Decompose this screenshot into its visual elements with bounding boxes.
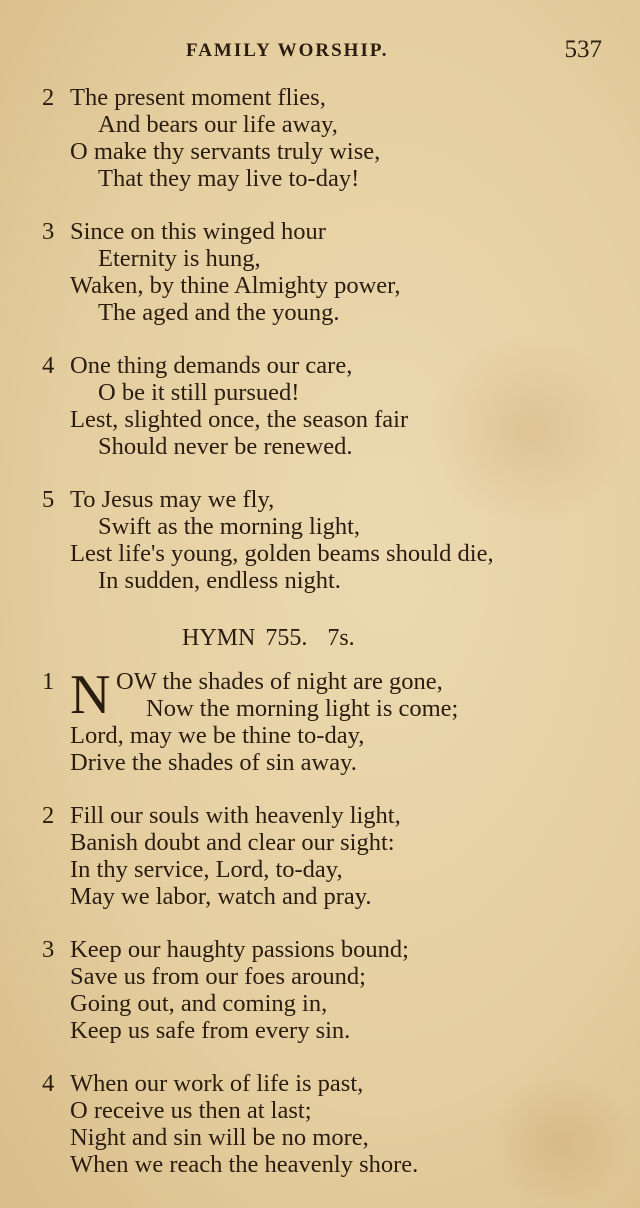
- stanza-number: 4: [42, 352, 55, 379]
- verse-line: Keep our haughty passions bound;: [70, 936, 409, 963]
- verse-line: And bears our life away,: [98, 111, 338, 138]
- running-title: FAMILY WORSHIP.: [186, 40, 389, 61]
- verse-line: O receive us then at last;: [70, 1097, 312, 1124]
- verse-line: OW the shades of night are gone,: [116, 668, 443, 695]
- verse-line: Should never be renewed.: [98, 433, 353, 460]
- verse-line: Eternity is hung,: [98, 245, 261, 272]
- verse-line: Lest, slighted once, the season fair: [70, 406, 409, 433]
- stanza-prev-4: [0, 352, 640, 460]
- verse-line: Fill our souls with heavenly light,: [70, 802, 401, 829]
- verse-line: O be it still pursued!: [98, 379, 300, 406]
- stanza-number: 4: [42, 1070, 55, 1097]
- verse-line: To Jesus may we fly,: [70, 486, 275, 513]
- verse-line: O make thy servants truly wise,: [70, 138, 381, 165]
- verse-line: One thing demands our care,: [70, 352, 353, 379]
- drop-cap: N: [70, 664, 111, 726]
- verse-line: In sudden, endless night.: [98, 567, 341, 594]
- verse-line: Banish doubt and clear our sight:: [70, 829, 395, 856]
- stanza-number: 2: [42, 802, 55, 829]
- verse-line: May we labor, watch and pray.: [70, 883, 372, 910]
- verse-line: In thy service, Lord, to-day,: [70, 856, 343, 883]
- verse-line: Waken, by thine Almighty power,: [70, 272, 401, 299]
- verse-line: Lord, may we be thine to-day,: [70, 722, 365, 749]
- stanza-number: 1: [42, 668, 55, 695]
- verse-line: Swift as the morning light,: [98, 513, 360, 540]
- page-header: [0, 36, 640, 66]
- verse-line: When our work of life is past,: [70, 1070, 364, 1097]
- stanza-1: [0, 664, 640, 776]
- verse-line: Now the morning light is come;: [146, 695, 459, 722]
- verse-line: When we reach the heavenly shore.: [70, 1151, 419, 1178]
- verse-line: That they may live to-day!: [98, 165, 360, 192]
- verse-line: Since on this winged hour: [70, 218, 326, 245]
- stanza-number: 3: [42, 936, 55, 963]
- verse-line: Lest life's young, golden beams should die,: [70, 540, 494, 567]
- verse-line: The present moment flies,: [70, 84, 326, 111]
- page-content: [0, 84, 640, 1204]
- stanza-2: [0, 802, 640, 910]
- stanza-3: [0, 936, 640, 1044]
- verse-line: Drive the shades of sin away.: [70, 749, 357, 776]
- stanza-number: 3: [42, 218, 55, 245]
- stanza-number: 2: [42, 84, 55, 111]
- verse-line: Going out, and coming in,: [70, 990, 328, 1017]
- stanza-4: [0, 1070, 640, 1178]
- stanza-number: 5: [42, 486, 55, 513]
- verse-line: Night and sin will be no more,: [70, 1124, 369, 1151]
- stanza-prev-5: [0, 486, 640, 594]
- verse-line: Keep us safe from every sin.: [70, 1017, 351, 1044]
- stanza-prev-2: [0, 84, 640, 192]
- verse-line: Save us from our foes around;: [70, 963, 366, 990]
- page-number: 537: [564, 36, 602, 63]
- stanza-prev-3: [0, 218, 640, 326]
- hymn-heading: [0, 620, 640, 656]
- hymn-meter: 7s.: [327, 625, 355, 651]
- verse-line: The aged and the young.: [98, 299, 340, 326]
- hymn-title: HYMN 755.: [182, 625, 308, 651]
